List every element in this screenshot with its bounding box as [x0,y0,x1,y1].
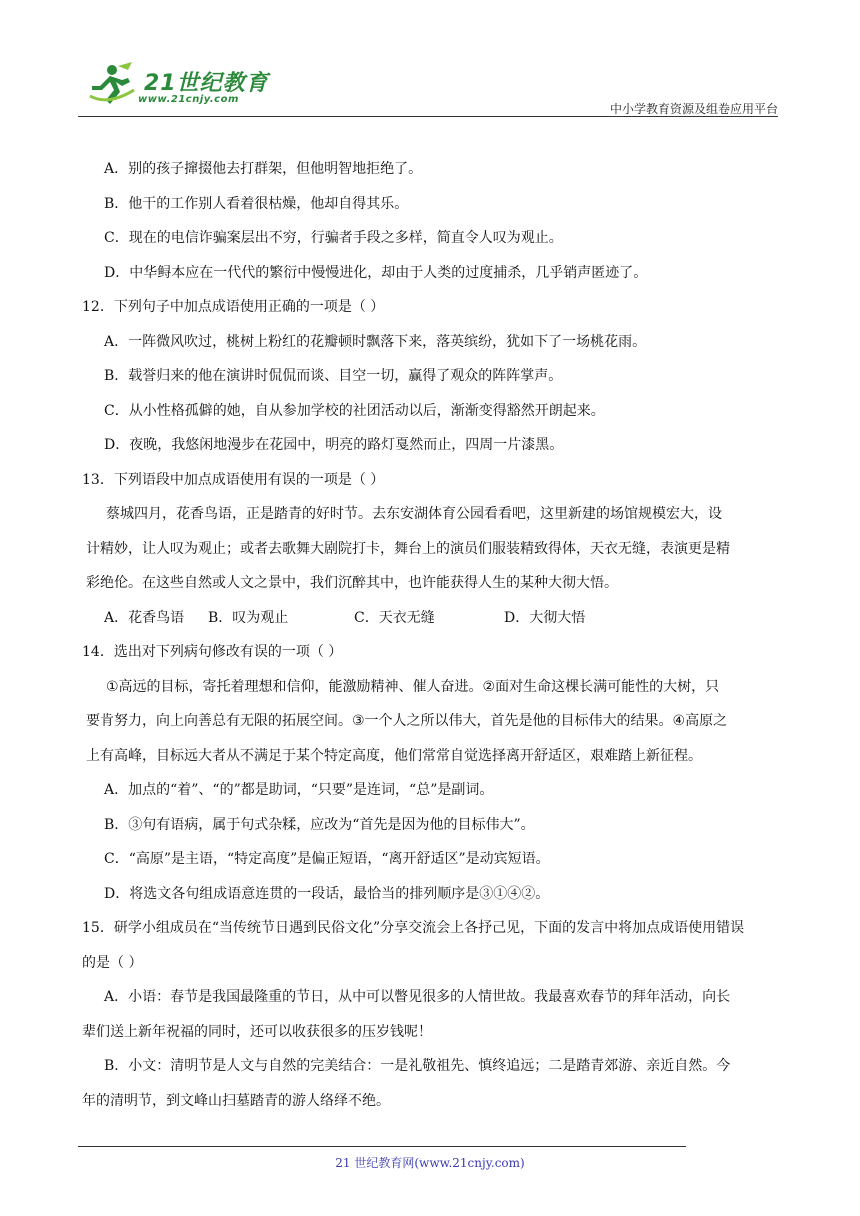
option-13a: A．花香鸟语 [104,609,185,626]
passage-13-line1: 蔡城四月，花香鸟语，正是踏青的好时节。去东安湖体育公园看看吧，这里新建的场馆规模宏大，设 [106,506,722,522]
logo-text: 21世纪教育 [144,71,269,96]
option-14d: D．将选文各句组成语意连贯的一段话，最恰当的排列顺序是③①④②。 [104,885,550,902]
question-15-line1: 15．研学小组成员在“当传统节日遇到民俗文化”分享交流会上各抒己见，下面的发言中将加点成语使用错误 [82,920,745,936]
question-14: 14．选出对下列病句修改有误的一项（ ） [82,644,343,660]
platform-name: 中小学教育资源及组卷应用平台 [609,102,778,116]
option-11a: A．别的孩子撺掇他去打群架，但他明智地拒绝了。 [104,161,423,177]
page-header [78,52,778,118]
option-13d: D．大彻大悟 [504,609,586,626]
logo [88,58,278,110]
logo-url: www.21cnjy.com [138,94,239,105]
option-11d: D．中华鲟本应在一代代的繁衍中慢慢进化，却由于人类的过度捕杀，几乎销声匿迹了。 [104,264,648,281]
question-12: 12．下列句子中加点成语使用正确的一项是（ ） [82,299,385,315]
option-11b: B．他干的工作别人看着很枯燥，他却自得其乐。 [104,195,409,212]
option-14b: B．③句有语病，属于句式杂糅，应改为“首先是因为他的目标伟大”。 [104,816,535,833]
option-15a-line1: A．小语：春节是我国最隆重的节日，从中可以瞥见很多的人情世故。我最喜欢春节的拜年活动，向长 [104,989,731,1005]
option-12a: A．一阵微风吹过，桃树上粉红的花瓣顿时飘落下来，落英缤纷，犹如下了一场桃花雨。 [104,333,647,350]
option-12b: B．载誉归来的他在演讲时侃侃而谈、目空一切，赢得了观众的阵阵掌声。 [104,368,563,384]
option-12d: D．夜晚，我悠闲地漫步在花园中，明亮的路灯戛然而止，四周一片漆黑。 [104,437,564,453]
option-13b: B．叹为观止 [208,609,289,626]
footer-text: 21 世纪教育网(www.21cnjy.com) [335,1156,525,1170]
option-15b-line2: 年的清明节，到文峰山扫墓踏青的游人络绎不绝。 [82,1092,390,1109]
footer-divider [78,1146,686,1147]
option-15b-line1: B．小文：清明节是人文与自然的完美结合：一是礼敬祖先、慎终追远；二是踏青郊游、亲近自然。今 [104,1058,731,1074]
option-14c: C．“高原”是主语，“特定高度”是偏正短语，“离开舒适区”是动宾短语。 [104,851,550,867]
question-15-line2: 的是（ ） [82,954,143,971]
option-15a-line2: 辈们送上新年祝福的同时，还可以收获很多的压岁钱呢！ [82,1023,432,1040]
options-13 [82,601,782,636]
question-13: 13．下列语段中加点成语使用有误的一项是（ ） [82,471,385,488]
passage-13-line2: 计精妙，让人叹为观止；或者去歌舞大剧院打卡，舞台上的演员们服装精致得体，天衣无缝，表演更是精 [86,540,730,557]
document-body [82,152,782,1118]
option-11c: C．现在的电信诈骗案层出不穷，行骗者手段之多样，简直令人叹为观止。 [104,230,563,246]
runner-logo-icon [88,60,140,108]
option-13c: C．天衣无缝 [354,609,435,626]
option-14a: A．加点的“着”、“的”都是助词，“只要”是连词，“总”是副词。 [104,782,494,798]
header-divider [78,116,778,117]
passage-14-line3: 上有高峰，目标远大者从不满足于某个特定高度，他们常常自觉选择离开舒适区，艰难踏上新征程。 [86,747,702,764]
option-12c: C．从小性格孤僻的她，自从参加学校的社团活动以后，渐渐变得豁然开朗起来。 [104,402,605,419]
passage-14-line1: ①高远的目标，寄托着理想和信仰，能激励精神、催人奋进。②面对生命这棵长满可能性的大树，只 [106,678,720,695]
passage-13-line3: 彩绝伦。在这些自然或人文之景中，我们沉醉其中，也许能获得人生的某种大彻大悟。 [86,575,618,591]
passage-14-line2: 要肯努力，向上向善总有无限的拓展空间。③一个人之所以伟大，首先是他的目标伟大的结果。④高原之 [86,713,728,729]
